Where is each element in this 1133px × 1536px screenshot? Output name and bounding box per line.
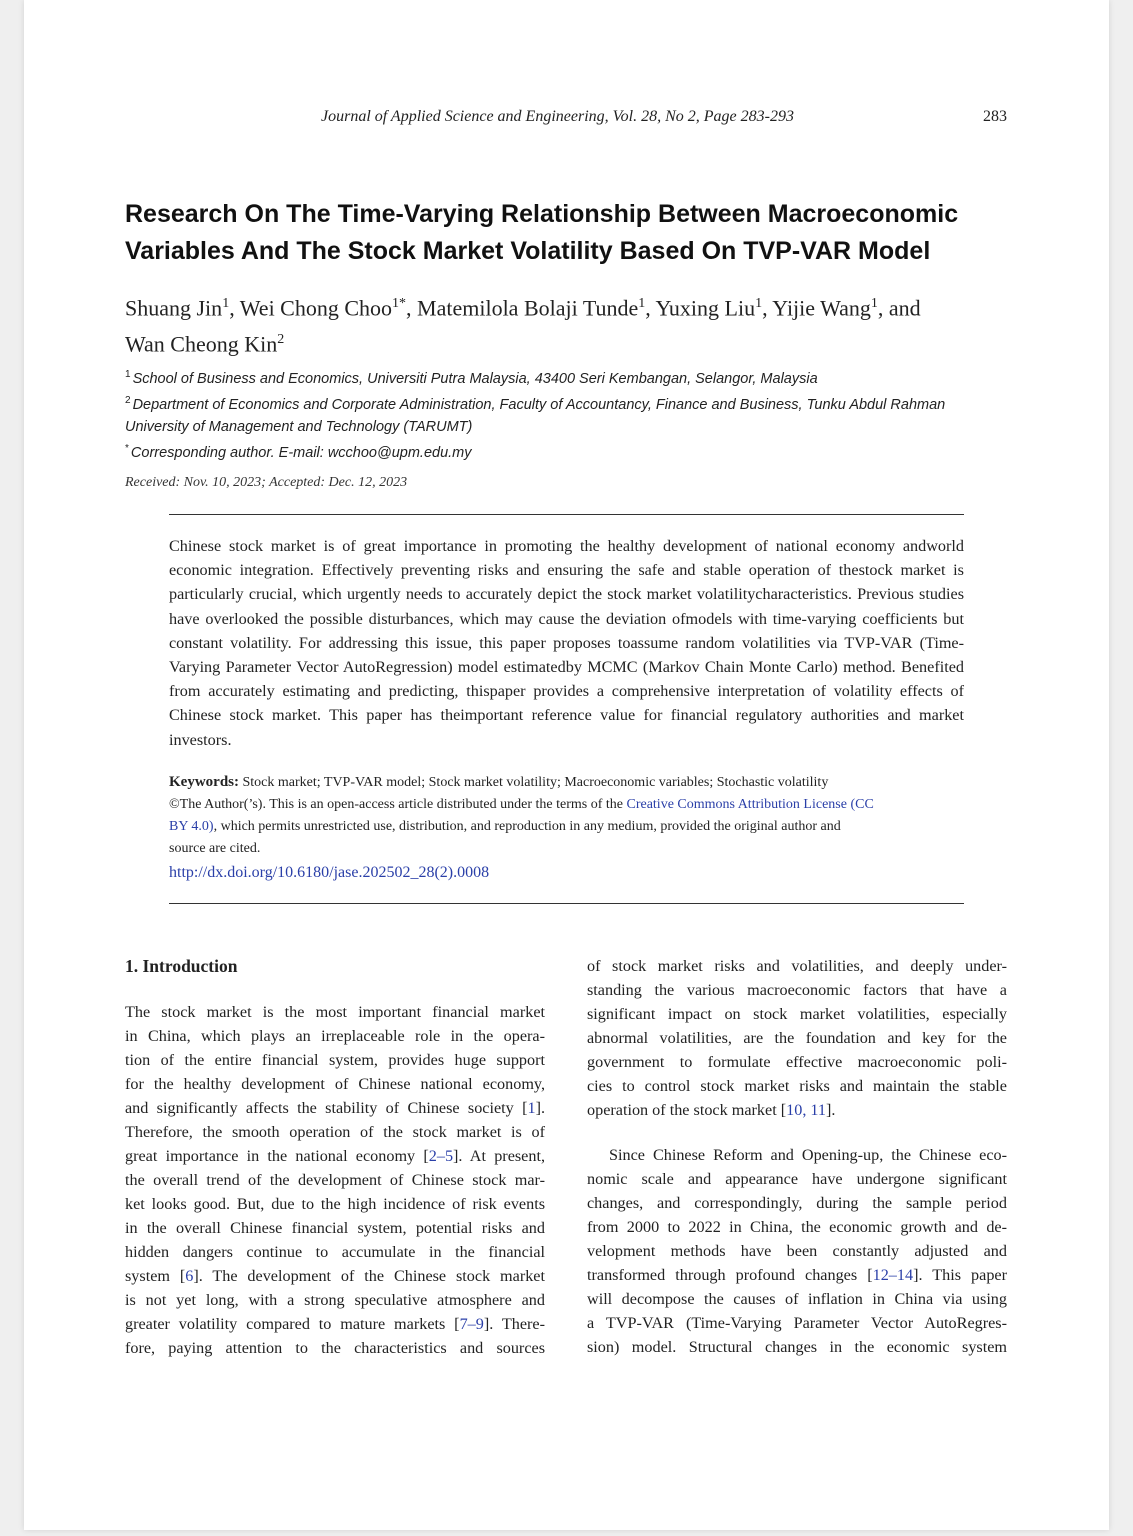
text-line: by MCMC (Markov Chain Monte Carlo) method. Benefited from accurately estimating and predicting, this bbox=[169, 658, 964, 701]
text-line: government to formulate effective macroeconomic poli- bbox=[587, 1053, 1007, 1071]
text-line: in the overall Chinese financial system, potential risks and bbox=[125, 1219, 545, 1237]
affiliation-mark: 1 bbox=[125, 369, 131, 380]
text-line: Therefore, the smooth operation of the stock market is of bbox=[125, 1123, 545, 1141]
author-affil-mark: 1* bbox=[392, 296, 407, 311]
keywords-text: Stock market; TVP-VAR model; Stock market volatility; Macroeconomic variables; Stochastic volatility bbox=[242, 775, 829, 790]
affiliation-text: Corresponding author. E-mail: wcchoo@upm.edu.my bbox=[130, 444, 472, 461]
received-dates: Received: Nov. 10, 2023; Accepted: Dec. 12, 2023 bbox=[125, 475, 408, 490]
author-separator: , and bbox=[877, 295, 921, 321]
license-line-2 bbox=[169, 816, 964, 838]
text-line: a TVP-VAR (Time-Varying Parameter Vector AutoRegres- bbox=[587, 1314, 1007, 1332]
text-line: the overall trend of the development of Chinese stock mar- bbox=[125, 1171, 545, 1189]
cc-license-link[interactable]: Creative Commons Attribution License (CC bbox=[626, 797, 874, 812]
cc-license-link-cont[interactable]: BY 4.0) bbox=[169, 819, 214, 834]
abstract-bottom-rule bbox=[169, 903, 964, 904]
text-line: will decompose the causes of inflation in China via using bbox=[587, 1290, 1007, 1308]
paper-page bbox=[24, 0, 1109, 1530]
keywords-line bbox=[169, 771, 964, 794]
text-line: The stock market is the most important financial market bbox=[125, 1003, 545, 1021]
text-line: Since Chinese Reform and Opening-up, the Chinese eco- bbox=[609, 1146, 1007, 1164]
title-line: Variables And The Stock Market Volatility Based On TVP-VAR Model bbox=[125, 237, 931, 265]
text-line: operation of the stock market [10, 11]. bbox=[587, 1101, 836, 1119]
affiliation-text: School of Business and Economics, Universiti Putra Malaysia, 43400 Seri Kembangan, Selangor, Malaysia bbox=[132, 370, 818, 387]
author-line bbox=[125, 324, 1025, 360]
right-column bbox=[587, 954, 1007, 1359]
section-heading-introduction: 1. Introduction bbox=[125, 956, 238, 976]
license-text: , which permits unrestricted use, distribution, and reproduction in any medium, provided the original author and bbox=[213, 819, 841, 834]
author-name: Shuang Jin bbox=[125, 295, 223, 321]
text-line: greater volatility compared to mature markets [7–9]. There- bbox=[125, 1315, 545, 1333]
text-line: velopment methods have been constantly adjusted and bbox=[587, 1242, 1007, 1260]
text-line: changes, and correspondingly, during the sample period bbox=[587, 1194, 1007, 1212]
author-name: Wan Cheong Kin bbox=[125, 331, 278, 357]
corresponding-author bbox=[125, 438, 1025, 464]
affiliation-text: Department of Economics and Corporate Administration, Faculty of Accountancy, Finance and Business, Tunku Abdul Rahman bbox=[132, 396, 946, 413]
author-separator: , bbox=[229, 295, 240, 321]
text-line: abnormal volatilities, are the foundation and key for the bbox=[587, 1029, 1007, 1047]
text-line: fore, paying attention to the characteristics and sources bbox=[125, 1339, 545, 1357]
author-affil-mark: 2 bbox=[277, 332, 285, 348]
author-name: Matemilola Bolaji Tunde bbox=[417, 295, 639, 321]
author-name: Yuxing Liu bbox=[655, 295, 756, 321]
text-line: characteristics. Previous studies have overlooked the possible disturbances, which may cause the deviation of bbox=[169, 585, 965, 628]
text-line: cies to control stock market risks and maintain the stable bbox=[587, 1077, 1007, 1095]
affiliation-mark: 2 bbox=[125, 394, 131, 406]
author-separator: , bbox=[645, 295, 656, 321]
text-line: stock market is particularly crucial, which urgently needs to accurately depict the stock market volatility bbox=[169, 561, 964, 604]
text-line: assume random volatilities via TVP-VAR (Time-Varying Parameter Vector AutoRegression) model estimated bbox=[169, 633, 964, 677]
affiliation-text: University of Management and Technology (TARUMT) bbox=[125, 418, 473, 435]
text-line: hidden dangers continue to accumulate in the financial bbox=[125, 1243, 545, 1261]
author-name: Wei Chong Choo bbox=[239, 295, 393, 321]
affiliation-2-cont bbox=[125, 416, 1025, 438]
affiliation-mark: * bbox=[125, 442, 129, 454]
affiliations bbox=[125, 364, 1025, 463]
author-affil-mark: 1 bbox=[638, 296, 646, 311]
intro-paragraph-1 bbox=[125, 1000, 545, 1360]
affiliation-1 bbox=[125, 364, 1025, 390]
journal-citation: Journal of Applied Science and Engineering, Vol. 28, No 2, Page 283-293 bbox=[321, 108, 794, 125]
text-line: from 2000 to 2022 in China, the economic growth and de- bbox=[587, 1218, 1007, 1236]
intro-paragraph-1-cont bbox=[587, 954, 1007, 1122]
doi-link[interactable]: http://dx.doi.org/10.6180/jase.202502_28(2).0008 bbox=[169, 864, 490, 881]
abstract bbox=[169, 534, 964, 752]
text-line: nomic scale and appearance have undergone significant bbox=[587, 1170, 1007, 1188]
text-line: standing the various macroeconomic factors that have a bbox=[587, 981, 1007, 999]
license-text: ©The Author(’s). This is an open-access article distributed under the terms of the bbox=[169, 797, 627, 812]
affiliation-2 bbox=[125, 390, 1025, 416]
author-affil-mark: 1 bbox=[755, 296, 763, 311]
title-line: Research On The Time-Varying Relationship Between Macroeconomic bbox=[125, 200, 959, 228]
text-line: models with time-varying coefficients but constant volatility. For addressing this issue, this paper proposes to bbox=[169, 609, 964, 652]
author-list bbox=[125, 288, 1025, 361]
keywords-label: Keywords: bbox=[169, 774, 239, 790]
author-affil-mark: 1 bbox=[222, 296, 230, 311]
paper-title bbox=[125, 196, 1025, 270]
text-line: system [6]. The development of the Chinese stock market bbox=[125, 1267, 545, 1285]
doi-link-wrap bbox=[169, 864, 489, 882]
text-line: transformed through profound changes [12–14]. This paper bbox=[587, 1266, 1008, 1284]
text-line: tion of the entire financial system, provides huge support bbox=[125, 1051, 545, 1069]
author-affil-mark: 1 bbox=[870, 296, 878, 311]
author-line bbox=[125, 288, 1025, 324]
author-separator: , bbox=[762, 295, 773, 321]
text-line: great importance in the national economy [2–5]. At present, bbox=[125, 1147, 545, 1165]
text-line: sion) model. Structural changes in the economic system bbox=[587, 1338, 1007, 1356]
author-name: Yijie Wang bbox=[772, 295, 871, 321]
text-line: significant impact on stock market volatilities, especially bbox=[587, 1005, 1007, 1023]
text-line: paper provides a comprehensive interpretation of volatility effects of Chinese stock market. This paper has the bbox=[169, 682, 964, 725]
license-line-3: source are cited. bbox=[169, 841, 261, 856]
left-column bbox=[125, 954, 545, 1360]
license-line-1 bbox=[169, 794, 964, 816]
author-separator: , bbox=[406, 295, 418, 321]
text-line: for the healthy development of Chinese national economy, bbox=[125, 1075, 545, 1093]
text-line: in China, which plays an irreplaceable role in the opera- bbox=[125, 1027, 545, 1045]
intro-paragraph-2 bbox=[587, 1143, 1007, 1359]
abstract-top-rule bbox=[169, 514, 964, 515]
page-number: 283 bbox=[983, 108, 1007, 125]
text-line: and significantly affects the stability of Chinese society [1]. bbox=[125, 1099, 545, 1117]
text-line: Chinese stock market is of great importance in promoting the healthy development of national economy and bbox=[169, 537, 927, 555]
text-line: ket looks good. But, due to the high incidence of risk events bbox=[125, 1195, 545, 1213]
keywords-block bbox=[169, 771, 964, 860]
text-line: is not yet long, with a strong speculative atmosphere and bbox=[125, 1291, 545, 1309]
text-line: of stock market risks and volatilities, and deeply under- bbox=[587, 957, 1007, 975]
text-line: world economic integration. Effectively preventing risks and ensuring the safe and stable operation of the bbox=[169, 537, 964, 580]
text-line: important reference value for financial regulatory authorities and market investors. bbox=[169, 706, 964, 749]
